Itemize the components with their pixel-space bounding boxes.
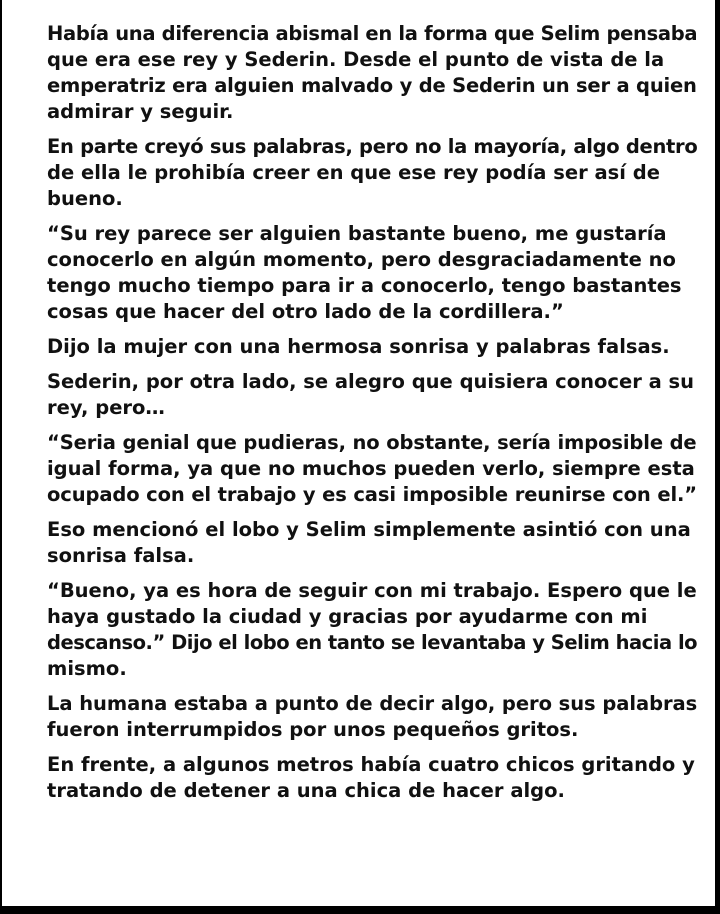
paragraph-7 xyxy=(47,517,691,569)
paragraph-4 xyxy=(47,334,687,360)
text-line: fueron interrumpidos por unos pequeños gritos. xyxy=(47,718,579,741)
text-line: Sederin, por otra lado, se alegro que quisiera conocer a su xyxy=(47,370,695,393)
text-line: La humana estaba a punto de decir algo, pero sus palabras xyxy=(47,692,698,715)
text-line: emperatriz era alguien malvado y de Sederin un ser a quien xyxy=(47,74,697,97)
text-line: “Su rey parece ser alguien bastante bueno, me gustaría xyxy=(47,222,667,245)
text-line: descanso.” Dijo el lobo en tanto se levantaba y Selim hacia lo xyxy=(47,631,698,654)
text-line: mismo. xyxy=(47,657,127,680)
document-page xyxy=(2,0,715,906)
text-line: ocupado con el trabajo y es casi imposible reunirse con el.” xyxy=(47,483,698,506)
text-line: En parte creyó sus palabras, pero no la mayoría, algo dentro xyxy=(47,135,698,158)
text-line: Eso mencionó el lobo y Selim simplemente asintió con una xyxy=(47,518,691,541)
paragraph-10 xyxy=(47,752,695,804)
text-line: Dijo la mujer con una hermosa sonrisa y palabras falsas. xyxy=(47,335,670,358)
paragraph-6 xyxy=(47,430,698,508)
text-line: tengo mucho tiempo para ir a conocerlo, tengo bastantes xyxy=(47,274,682,297)
paragraph-9 xyxy=(47,691,698,743)
text-line: bueno. xyxy=(47,187,123,210)
paragraph-3 xyxy=(47,221,687,325)
text-line: Había una diferencia abismal en la forma que Selim pensaba xyxy=(47,22,698,45)
text-line: que era ese rey y Sederin. Desde el punto de vista de la xyxy=(47,48,665,71)
text-line: “Seria genial que pudieras, no obstante, sería imposible de xyxy=(47,431,697,454)
paragraph-5 xyxy=(47,369,695,421)
text-line: igual forma, ya que no muchos pueden verlo, siempre esta xyxy=(47,457,695,480)
paragraph-8 xyxy=(47,578,698,682)
text-line: rey, pero… xyxy=(47,396,165,419)
text-line: sonrisa falsa. xyxy=(47,544,195,567)
text-line: admirar y seguir. xyxy=(47,100,234,123)
text-line: haya gustado la ciudad y gracias por ayudarme con mi xyxy=(47,605,648,628)
text-line: conocerlo en algún momento, pero desgraciadamente no xyxy=(47,248,676,271)
document-text xyxy=(47,21,698,813)
text-line: “Bueno, ya es hora de seguir con mi trabajo. Espero que le xyxy=(47,579,697,602)
text-line: tratando de detener a una chica de hacer algo. xyxy=(47,779,565,802)
paragraph-1 xyxy=(47,21,698,125)
paragraph-2 xyxy=(47,134,698,212)
text-line: cosas que hacer del otro lado de la cordillera.” xyxy=(47,300,564,323)
text-line: En frente, a algunos metros había cuatro chicos gritando y xyxy=(47,753,695,776)
text-line: de ella le prohibía creer en que ese rey podía ser así de xyxy=(47,161,660,184)
